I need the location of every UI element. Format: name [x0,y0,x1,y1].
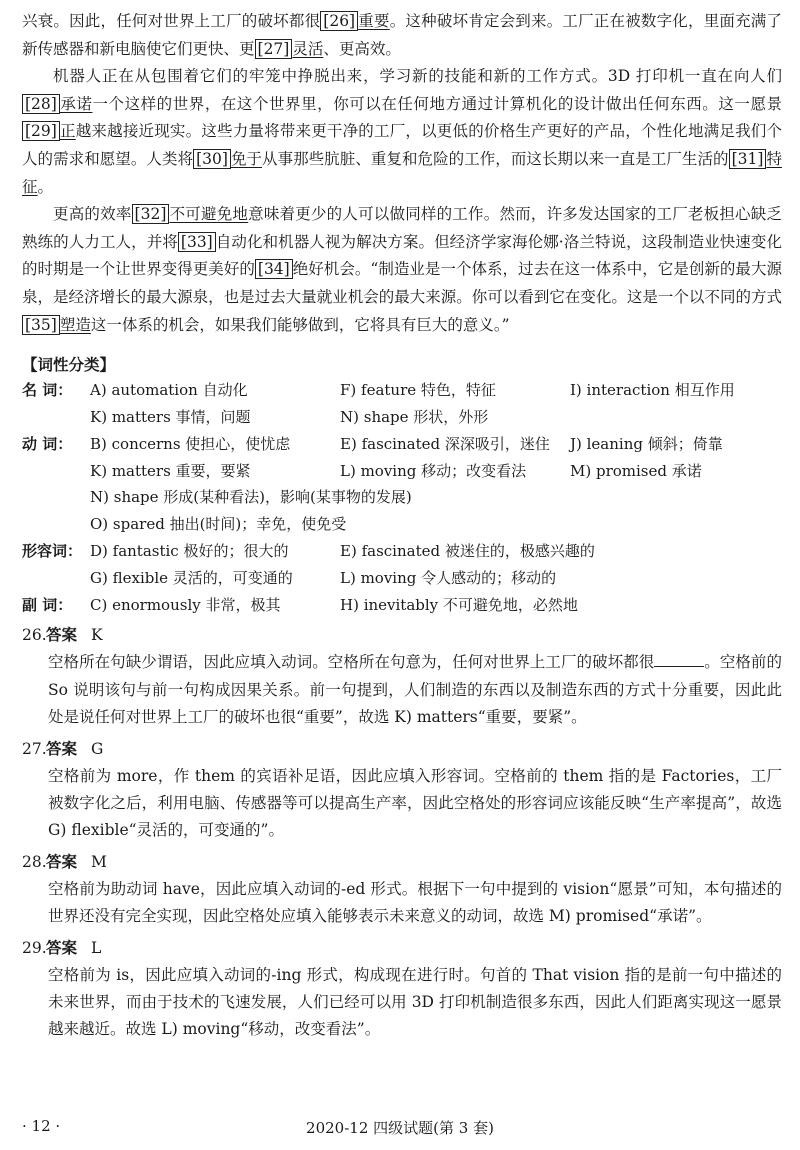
vocab-row [22,431,782,458]
explanation-text: 空格前为 more，作 them 的宾语补足语，因此应填入形容词。空格前的 them 指的是 Factories，工厂被数字化之后，利用电脑、传感器等可以提高生产率，因此空格处的形容词应该能反映“生产率提高”，故选 G) flexible“灵活的，可变通的”。 [48,766,782,840]
vocab-entry: K) matters 重要，要紧 [90,461,251,480]
question-number: 28. [22,852,47,871]
answer-block [22,849,782,931]
passage-text: 一个这样的世界，在这个世界里，你可以在任何地方通过计算机化的设计做出任何东西。这一愿景 [92,94,782,113]
answer-explanation [48,763,782,845]
filled-word-26: 重要 [358,12,390,30]
answer-block [22,622,782,731]
passage-paragraph-3 [22,201,782,339]
passage-paragraph-1 [22,8,782,63]
vocab-entry: K) matters 事情，问题 [90,407,251,426]
explanation-text: 空格前为 is，因此应填入动词的-ing 形式，构成现在进行时。句首的 That vision 指的是前一句中描述的未来世界，而由于技术的飞速发展，人们已经可以用 3D 打印机制造很多东西，因此人们距离实现这一愿景越来越近。故选 L) moving“移动，改变看法”。 [48,965,782,1039]
vocab-entry: H) inevitably 不可避免地，必然地 [340,595,578,614]
blank-marker-27: [27] [255,39,293,59]
vocab-row [22,592,782,619]
answers-section [22,622,782,1043]
answer-label: 答案 [46,938,78,957]
answer-letter: G [91,739,104,758]
passage-text: 越来越接近现实。这些力量将带来更干净的工厂，以更低的价格生产更好的产品，个性化地满足我们个人的需求和愿望。人类将 [22,122,782,168]
vocab-pos-label: 名 词： [22,381,73,400]
question-number: 27. [22,739,47,758]
vocab-entry: N) shape 形成(某种看法)，影响(某事物的发展) [90,488,412,507]
passage-paragraph-2 [22,63,782,201]
passage-text: 从事那些肮脏、重复和危险的工作，而这长期以来一直是工厂生活的 [262,149,729,168]
answer-header [22,622,782,649]
answer-header [22,935,782,962]
passage-text: 兴衰。因此，任何对世界上工厂的破坏都很 [22,12,321,30]
vocab-entry: C) enormously 非常，极其 [90,595,281,614]
vocab-entry: L) moving 令人感动的；移动的 [340,568,557,587]
vocab-entry: E) fascinated 深深吸引，迷住 [340,434,550,453]
vocab-pos-label: 动 词： [22,434,73,453]
vocab-entry: J) leaning 倾斜；倚靠 [570,434,723,453]
passage-text: 这一体系的机会，如果我们能够做到，它将具有巨大的意义。” [90,315,510,334]
passage-text: 机器人正在从包围着它们的牢笼中挣脱出来，学习新的技能和新的工作方式。3D 打印机一直在向人们 [53,67,782,86]
blank-marker-28: [28] [22,94,60,114]
filled-word-35: 塑造 [59,315,91,334]
answer-letter: L [91,938,102,957]
question-number: 26. [22,626,47,645]
blank-marker-29: [29] [22,121,60,141]
passage-text: 意味着更少的人可以做同样的工作。然而，许多发达国家的工厂老板担心缺乏熟练的人力工人，并将 [22,205,782,251]
filled-word-30: 免于 [230,149,263,168]
blank-marker-35: [35] [22,315,60,335]
vocab-row [22,538,782,565]
vocab-row [22,511,782,538]
filled-word-32: 不可避免地 [169,205,249,224]
vocab-pos-label: 形容词： [22,541,83,560]
explanation-text: 空格所在句缺少谓语，因此应填入动词。空格所在句意为，任何对世界上工厂的破坏都很 [48,653,655,672]
vocab-row [22,484,782,511]
vocab-pos-label: 副 词： [22,595,73,614]
vocab-entry: B) concerns 使担心，使忧虑 [90,434,291,453]
blank-line [654,652,704,667]
vocab-entry: N) shape 形状，外形 [340,407,489,426]
vocab-entry: G) flexible 灵活的，可变通的 [90,568,293,587]
page-content [22,8,782,1044]
filled-word-27: 灵活 [292,39,324,58]
answer-letter: M [91,852,107,871]
question-number: 29. [22,938,47,957]
passage-text: 。这种破坏肯定会到来。工厂正在被数字化，里面充满了新传感器和新电脑使它们更快、更 [22,12,782,58]
vocab-row [22,404,782,431]
vocab-row [22,458,782,485]
answer-block [22,935,782,1044]
answer-explanation [48,876,782,931]
vocab-entry: M) promised 承诺 [570,461,702,480]
blank-marker-30: [30] [193,149,231,169]
blank-marker-34: [34] [255,259,293,279]
blank-marker-31: [31] [729,149,767,169]
answer-letter: K [91,626,103,645]
answer-header [22,736,782,763]
vocab-entry: O) spared 抽出(时间)；幸免，使免受 [90,515,347,534]
blank-marker-26: [26] [320,11,358,31]
answer-label: 答案 [46,852,78,871]
blank-marker-33: [33] [178,232,216,252]
vocab-entry: D) fantastic 极好的；很大的 [90,541,289,560]
explanation-text: 空格前为助动词 have，因此应填入动词的-ed 形式。根据下一句中提到的 vision“愿景”可知，本句描述的世界还没有完全实现，因此空格处应填入能够表示未来意义的动词，故选 M) promised“承诺”。 [48,879,782,926]
footer-title: 2020-12 四级试题(第 3 套) [306,1119,494,1137]
passage-text: 绝好机会。“制造业是一个体系，过去在这一体系中，它是创新的最大源泉，是经济增长的最大源泉，也是过去大量就业机会的最大来源。你可以看到它在变化。这是一个以不同的方式 [22,260,782,306]
vocab-row [22,565,782,592]
filled-word-28: 承诺 [59,94,93,113]
answer-label: 答案 [46,626,78,645]
answer-header [22,849,782,876]
vocab-section-title: 【词性分类】 [22,356,116,375]
answer-explanation [48,962,782,1044]
vocab-entry: F) feature 特色，特征 [340,381,496,400]
filled-word-29: 正 [59,122,76,141]
passage-text: 更高的效率 [53,205,132,224]
vocab-row [22,377,782,404]
vocab-entry: E) fascinated 被迷住的，极感兴趣的 [340,541,595,560]
explanation-text: 。空格前的 So 说明该句与前一句构成因果关系。前一句提到，人们制造的东西以及制造东西的方式十分重要，因此此处是说任何对世界上工厂的破坏也很“重要”，故选 K) matters“重要，要紧”。 [48,653,782,727]
filled-word-31: 特征 [22,149,782,196]
vocab-table [22,377,782,618]
answer-label: 答案 [46,739,78,758]
passage-text: 、更高效。 [323,39,401,58]
blank-marker-32: [32] [132,204,170,224]
page-number: · 12 · [22,1117,61,1135]
vocab-entry: I) interaction 相互作用 [570,381,735,400]
answer-explanation [48,649,782,731]
passage-text: 。 [37,177,54,196]
vocab-entry: L) moving 移动；改变看法 [340,461,527,480]
passage-text: 自动化和机器人视为解决方案。但经济学家海伦娜·洛兰特说，这段制造业快速变化的时期是一个让世界变得更美好的 [22,232,782,279]
answer-block [22,736,782,845]
vocab-entry: A) automation 自动化 [90,381,248,400]
